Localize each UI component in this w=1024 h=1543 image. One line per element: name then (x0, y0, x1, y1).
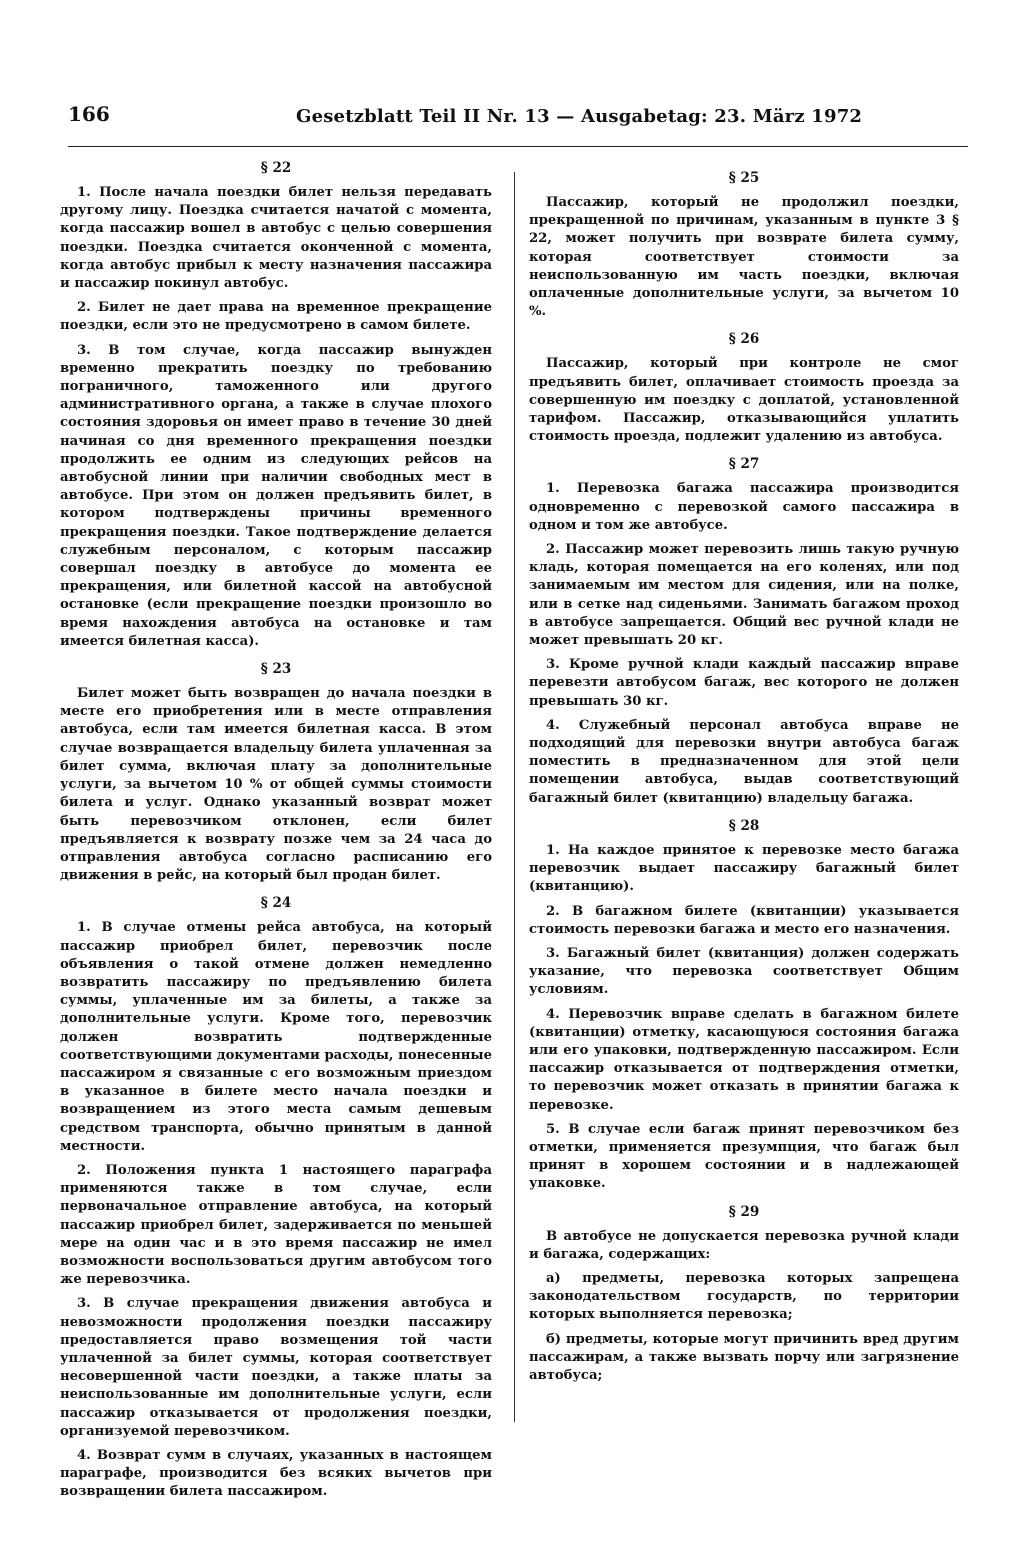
paragraph: 3. Кроме ручной клади каждый пассажир вправе перевезти автобусом багаж, вес которого не должен превышать 30 кг. (529, 657, 959, 709)
paragraph: 2. В багажном билете (квитанции) указывается стоимость перевозки багажа и место его назначения. (529, 903, 959, 937)
section-25 (529, 170, 959, 321)
section-title: § 28 (728, 817, 760, 834)
section-24 (60, 895, 492, 1501)
paragraph: 4. Возврат сумм в случаях, указанных в настоящем параграфе, производится без всяких вычетов при возвращении билета пассажиром. (60, 1448, 492, 1500)
section-28 (529, 818, 959, 1194)
page-header (68, 102, 968, 142)
paragraph: 3. Багажный билет (квитанция) должен содержать указание, что перевозка соответствует Общим условиям. (529, 945, 959, 998)
header-rule (68, 146, 968, 147)
left-column (60, 160, 492, 1512)
paragraph: 4. Служебный персонал автобуса вправе не подходящий для перевозки внутри автобуса багаж поместить в предназначенном для этой цели помещении автобуса, выдав соответствующий багажный билет (квитанцию) владельцу багажа. (529, 717, 959, 806)
section-22 (60, 160, 492, 651)
right-column (529, 170, 959, 1395)
paragraph: 4. Перевозчик вправе сделать в багажном билете (квитанции) отметку, касающуюся состояния багажа или его упаковки, подтвержденную пассажиром. Если пассажир отказывается от подтверждения отметки, то перевозчик может отказать в принятии багажа к перевозке. (529, 1006, 959, 1113)
section-title: § 25 (728, 170, 760, 186)
paragraph: Билет может быть возвращен до начала поездки в месте его приобретения или в месте отправления автобуса, если там имеется билетная касса. В этом случае возвращается владельцу билета уплаченная за билет сумма, включая плату за дополнительные услуги, за вычетом 10 % от общей суммы стоимости билета и услуг. Однако указанный возврат может быть перевозчиком отклонен, если билет предъявляется к возврату позже чем за 24 часа до отправления автобуса согласно расписанию его движения в рейс, на который был продан билет. (60, 686, 492, 884)
section-26 (529, 331, 959, 446)
section-29 (529, 1204, 959, 1386)
paragraph: 2. Положения пункта 1 настоящего параграфа применяются также в том случае, если первоначальное отправление автобуса, на который пассажир приобрел билет, задерживается по меньшей мере на один час и в это время пассажир не имел возможности воспользоваться другим автобусом того же перевозчика. (60, 1162, 492, 1288)
paragraph: В автобусе не допускается перевозка ручной клади и багажа, содержащих: (529, 1228, 959, 1262)
section-title: § 24 (260, 895, 292, 912)
paragraph: 2. Билет не дает права на временное прекращение поездки, если это не предусмотрено в самом билете. (60, 300, 492, 334)
paragraph: а) предметы, перевозка которых запрещена законодательством государств, по территории которых выполняется перевозка; (529, 1270, 959, 1323)
paragraph: Пассажир, который при контроле не смог предъявить билет, оплачивает стоимость проезда за совершенную им поездку с доплатой, установленной тарифом. Пассажир, отказывающийся уплатить стоимость проезда, подлежит удалению из автобуса. (529, 356, 959, 445)
section-title: § 27 (728, 456, 760, 473)
gazette-title: Gesetzblatt Teil II Nr. 13 — Ausgabetag: 23. März 1972 (296, 106, 863, 127)
section-23 (60, 661, 492, 885)
column-divider (514, 172, 515, 1422)
section-27 (529, 456, 959, 807)
paragraph: 3. В том случае, когда пассажир вынужден временно прекратить поездку по требованию пограничного, таможенного или другого административного органа, а также в случае плохого состояния здоровья он имеет право в течение 30 дней начиная со дня временного прекращения поездки продолжить ее одним из следующих рейсов на автобусной линии при наличии свободных мест в автобусе. При этом он должен предъявить билет, в котором подтверждены причины временного прекращения поездки. Такое подтверждение делается служебным персоналом, с которым пассажир совершал поездку в автобусе до момента ее прекращения, или билетной кассой на автобусной остановке (если прекращение поездки произошло во время нахождения автобуса на остановке и там имеется билетная касса). (60, 342, 492, 649)
paragraph: 1. После начала поездки билет нельзя передавать другому лицу. Поездка считается начатой с момента, когда пассажир вошел в автобус с целью совершения поездки. Поездка считается оконченной с момента, когда автобус прибыл к месту назначения пассажира и пассажир покинул автобус. (60, 185, 492, 292)
section-title: § 29 (728, 1203, 760, 1220)
paragraph: б) предметы, которые могут причинить вред другим пассажирам, а также вызвать порчу или загрязнение автобуса; (529, 1331, 959, 1383)
page-number: 166 (68, 102, 110, 126)
section-title: § 22 (260, 160, 292, 176)
paragraph: 1. На каждое принятое к перевозке место багажа перевозчик выдает пассажиру багажный билет (квитанцию). (529, 842, 959, 895)
paragraph: 2. Пассажир может перевозить лишь такую ручную кладь, которая помещается на его коленях, или под занимаемым им местом для сидения, или на полке, или в сетке над сиденьями. Занимать багажом проход в автобусе запрещается. Общий вес ручной клади не может превышать 20 кг. (529, 542, 959, 649)
paragraph: 1. В случае отмены рейса автобуса, на который пассажир приобрел билет, перевозчик после объявления о такой отмене должен немедленно возвратить пассажиру по предъявлению билета суммы, уплаченные им за билеты, а также за дополнительные услуги. Кроме того, перевозчик должен возвратить подтвержденные соответствующими документами расходы, понесенные пассажиром я связанные с его возможным приездом в указанное в билете место начала поездки и возвращением из этого места самым дешевым средством транспорта, обычно принятым в данной местности. (60, 920, 492, 1154)
paragraph: 1. Перевозка багажа пассажира производится одновременно с перевозкой самого пассажира в одном и том же автобусе. (529, 481, 959, 533)
paragraph: 5. В случае если багаж принят перевозчиком без отметки, применяется презумпция, что багаж был принят в хорошем состоянии и в надлежающей упаковке. (529, 1121, 959, 1192)
section-title: § 23 (260, 661, 292, 678)
paragraph: Пассажир, который не продолжил поездки, прекращенной по причинам, указанным в пункте 3 § 22, может получить при возврате билета сумму, которая соответствует стоимости за неиспользованную им часть поездки, включая оплаченные дополнительные услуги, за вычетом 10 %. (529, 195, 959, 320)
paragraph: 3. В случае прекращения движения автобуса и невозможности продолжения поездки пассажиру предоставляется право возмещения той части уплаченной за билет суммы, которая соответствует несовершенной части поездки, а также платы за неиспользованные им дополнительные услуги, если пассажир отказывается от продолжения поездки, организуемой перевозчиком. (60, 1296, 492, 1439)
section-title: § 26 (728, 331, 760, 348)
